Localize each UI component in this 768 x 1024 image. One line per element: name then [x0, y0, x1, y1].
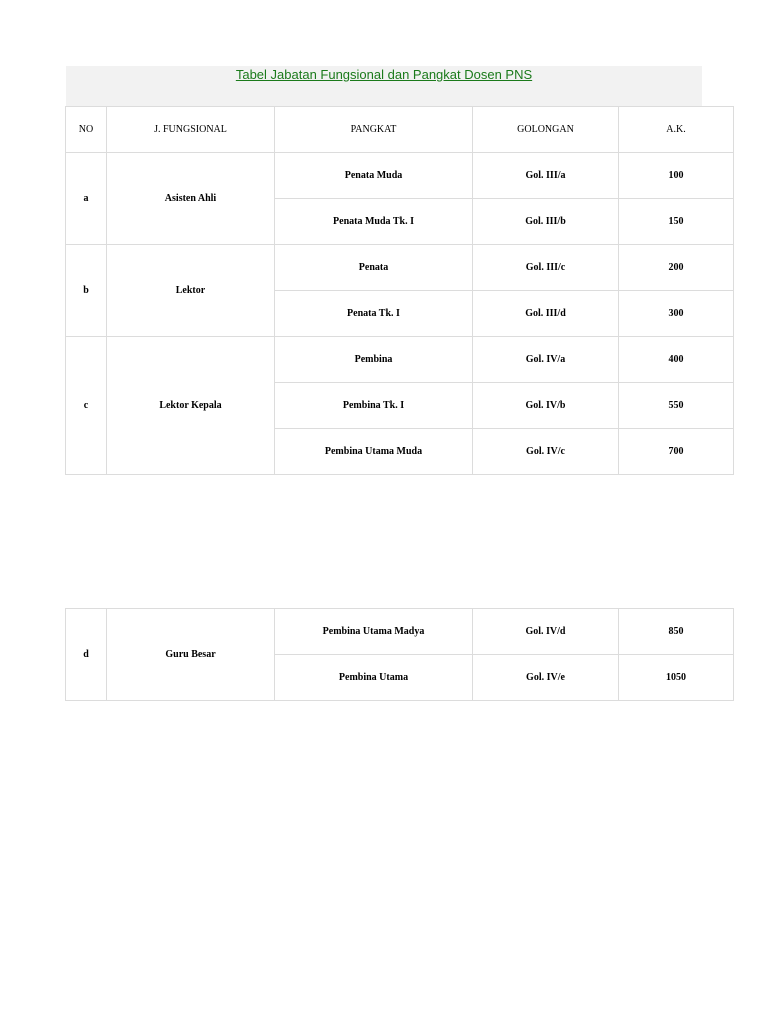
cell-golongan: Gol. III/c	[473, 245, 619, 291]
header-fungsional: J. FUNGSIONAL	[107, 107, 275, 153]
cell-ak: 150	[619, 199, 734, 245]
cell-ak: 300	[619, 291, 734, 337]
cell-ak: 700	[619, 429, 734, 475]
table-row	[66, 245, 734, 291]
cell-pangkat: Penata Muda Tk. I	[275, 199, 473, 245]
cell-pangkat: Pembina Utama Madya	[275, 609, 473, 655]
group-no: d	[66, 609, 107, 701]
title-band	[66, 66, 702, 106]
cell-golongan: Gol. IV/a	[473, 337, 619, 383]
cell-ak: 1050	[619, 655, 734, 701]
header-pangkat: PANGKAT	[275, 107, 473, 153]
table-row	[66, 153, 734, 199]
cell-pangkat: Penata Muda	[275, 153, 473, 199]
header-golongan: GOLONGAN	[473, 107, 619, 153]
rank-table	[65, 106, 734, 475]
cell-golongan: Gol. IV/e	[473, 655, 619, 701]
cell-golongan: Gol. III/a	[473, 153, 619, 199]
header-no: NO	[66, 107, 107, 153]
table-header-row	[66, 107, 734, 153]
cell-ak: 400	[619, 337, 734, 383]
cell-pangkat: Pembina	[275, 337, 473, 383]
group-fungsional: Asisten Ahli	[107, 153, 275, 245]
cell-pangkat: Penata	[275, 245, 473, 291]
cell-ak: 200	[619, 245, 734, 291]
header-ak: A.K.	[619, 107, 734, 153]
table-row	[66, 337, 734, 383]
cell-pangkat: Pembina Utama	[275, 655, 473, 701]
cell-ak: 850	[619, 609, 734, 655]
group-no: c	[66, 337, 107, 475]
cell-ak: 100	[619, 153, 734, 199]
cell-golongan: Gol. IV/d	[473, 609, 619, 655]
table-title: Tabel Jabatan Fungsional dan Pangkat Dosen PNS	[235, 67, 533, 82]
cell-golongan: Gol. III/d	[473, 291, 619, 337]
group-fungsional: Lektor Kepala	[107, 337, 275, 475]
cell-pangkat: Penata Tk. I	[275, 291, 473, 337]
cell-pangkat: Pembina Utama Muda	[275, 429, 473, 475]
group-fungsional: Lektor	[107, 245, 275, 337]
cell-golongan: Gol. IV/b	[473, 383, 619, 429]
cell-golongan: Gol. IV/c	[473, 429, 619, 475]
cell-pangkat: Pembina Tk. I	[275, 383, 473, 429]
cell-ak: 550	[619, 383, 734, 429]
group-no: b	[66, 245, 107, 337]
cell-golongan: Gol. III/b	[473, 199, 619, 245]
table-row	[66, 609, 734, 655]
group-fungsional: Guru Besar	[107, 609, 275, 701]
rank-table-continued	[65, 608, 734, 701]
group-no: a	[66, 153, 107, 245]
